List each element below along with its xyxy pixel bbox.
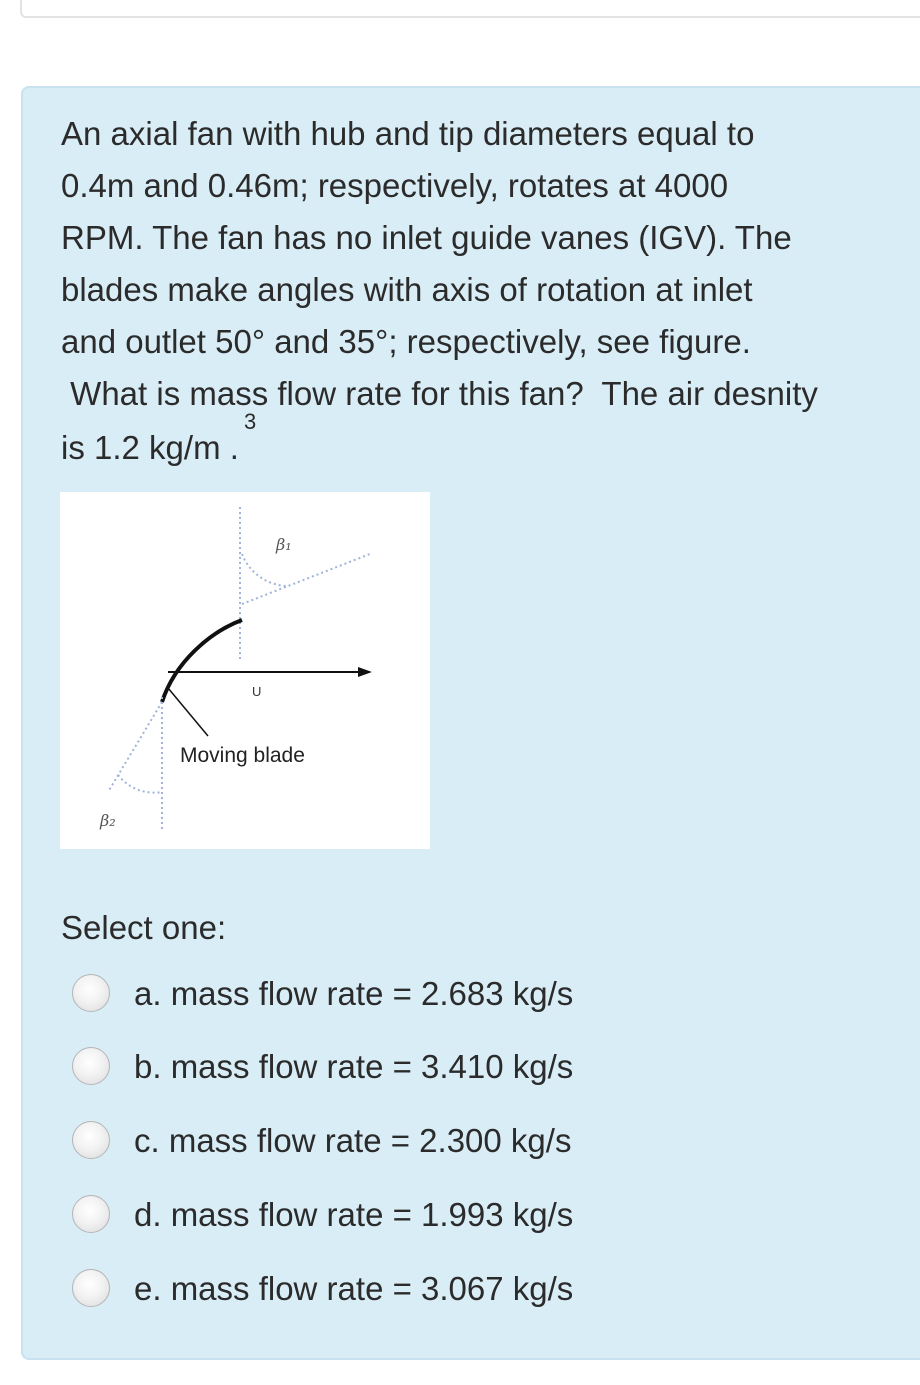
previous-card <box>20 0 920 18</box>
option-c-label[interactable]: c. mass flow rate = 2.300 kg/s <box>134 1122 572 1159</box>
option-c[interactable] <box>72 1119 672 1163</box>
beta1-label: β₁ <box>276 535 292 554</box>
outlet-angle-arc <box>118 775 162 793</box>
moving-blade-curve <box>162 620 242 702</box>
option-b[interactable] <box>72 1045 672 1089</box>
inlet-angle-arc <box>242 554 288 586</box>
question-text-line-1: An axial fan with hub and tip diameters equal to <box>61 115 755 152</box>
question-text-line-5: and outlet 50° and 35°; respectively, see figure. <box>61 323 751 360</box>
option-a-label[interactable]: a. mass flow rate = 2.683 kg/s <box>134 975 574 1012</box>
option-b-radio[interactable] <box>72 1047 110 1085</box>
option-d[interactable] <box>72 1193 672 1237</box>
option-e-radio[interactable] <box>72 1269 110 1307</box>
option-d-label[interactable]: d. mass flow rate = 1.993 kg/s <box>134 1196 574 1233</box>
question-text-line-4: blades make angles with axis of rotation at inlet <box>61 271 753 308</box>
question-text-line-7: is 1.2 kg/m . <box>61 429 239 466</box>
density-unit-superscript: 3 <box>244 409 257 434</box>
blade-diagram <box>60 492 430 849</box>
blade-label: Moving blade <box>180 744 305 767</box>
question-text-line-2: 0.4m and 0.46m; respectively, rotates at 4000 <box>61 167 729 204</box>
blade-pointer-line <box>168 688 208 736</box>
beta2-label: β₂ <box>100 811 116 830</box>
option-a-radio[interactable] <box>72 974 110 1012</box>
u-arrow-head <box>358 667 372 677</box>
question-text-line-6: What is mass flow rate for this fan? The air desnity <box>61 375 818 412</box>
option-b-label[interactable]: b. mass flow rate = 3.410 kg/s <box>134 1048 574 1085</box>
option-e[interactable] <box>72 1267 672 1311</box>
option-c-radio[interactable] <box>72 1121 110 1159</box>
inlet-angle-line <box>242 554 370 604</box>
select-one-label: Select one: <box>61 909 227 946</box>
blade-angle-figure <box>60 492 430 849</box>
option-d-radio[interactable] <box>72 1195 110 1233</box>
u-label: U <box>252 684 262 699</box>
option-a[interactable] <box>72 972 672 1016</box>
outlet-angle-line <box>108 702 162 792</box>
question-text-line-3: RPM. The fan has no inlet guide vanes (IGV). The <box>61 219 792 256</box>
option-e-label[interactable]: e. mass flow rate = 3.067 kg/s <box>134 1270 574 1307</box>
